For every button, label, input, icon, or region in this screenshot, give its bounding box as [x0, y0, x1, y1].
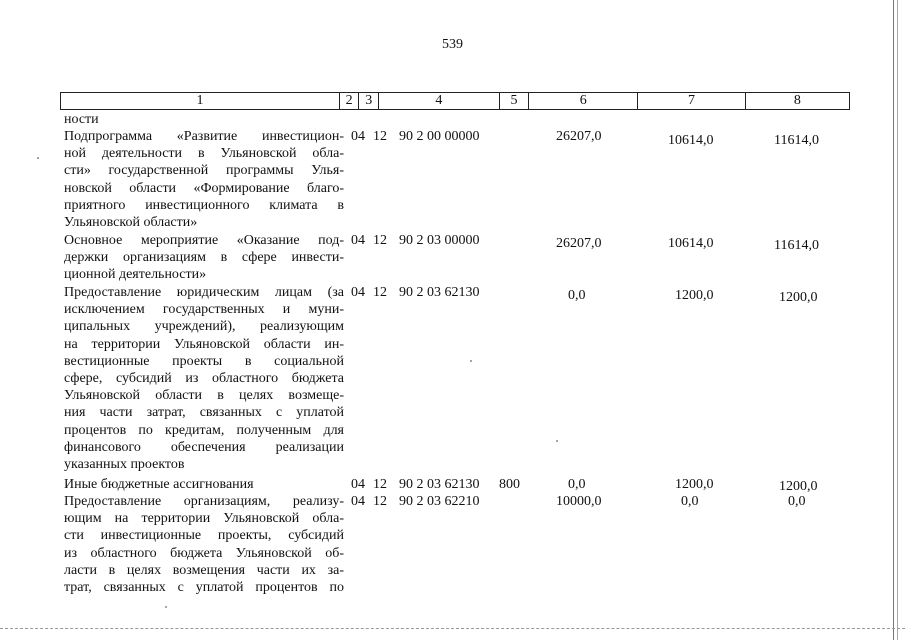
cell-sum-7: 10614,0: [668, 236, 714, 251]
cell-sum-6: 10000,0: [556, 494, 602, 509]
row-description: Подпрограмма «Развитие инвестицион- ной деятельности в Ульяновской обла- сти» государственной программы Улья- новской области «Формирование благо- приятного инвестиционного климата в Ульяновской области»: [64, 129, 344, 230]
cell-csr: 90 2 03 62130: [399, 285, 480, 300]
cell-sum-7: 1200,0: [675, 477, 714, 492]
row-description: ности: [64, 112, 99, 127]
cell-sum-8: 1200,0: [779, 479, 818, 494]
page-edge: [893, 0, 898, 640]
cell-sum-7: 10614,0: [668, 133, 714, 148]
row-description: Основное мероприятие «Оказание под- держки организациям в сфере инвести- ционной деятельности»: [64, 233, 344, 283]
cell-sum-7: 1200,0: [675, 288, 714, 303]
cell-csr: 90 2 03 62210: [399, 494, 480, 509]
cell-vr: 800: [499, 477, 520, 492]
cell-sum-8: 11614,0: [774, 133, 819, 148]
cell-rz: 04: [351, 233, 365, 248]
page-bottom-edge: [0, 628, 905, 629]
page-number: 539: [442, 37, 463, 52]
cell-rz: 04: [351, 129, 365, 144]
row-description: Предоставление организациям, реализу- ющим на территории Ульяновской обла- сти инвестиционные проекты, субсидий из областного бюджета Ульяновской об- ласти в целях возмещения части их за- трат, связанных с уплатой процентов по: [64, 494, 344, 595]
header-col-7: 7: [638, 93, 745, 109]
header-col-6: 6: [529, 93, 638, 109]
scan-speck: [556, 440, 558, 442]
cell-pr: 12: [373, 285, 387, 300]
cell-rz: 04: [351, 477, 365, 492]
scan-speck: [470, 360, 472, 362]
row-description: Предоставление юридическим лицам (за исключением государственных и муни- ципальных учреждений), реализующим на территории Ульяновской области ин- вестиционные проекты в социальной сфере, субсидий из областного бюджета Ульяновской области в целях возмеще- ния части затрат, связанных с уплатой процентов по кредитам, полученным для финансового обеспечения реализации указанных проектов: [64, 285, 344, 472]
row-description: Иные бюджетные ассигнования: [64, 477, 254, 492]
cell-sum-6: 26207,0: [556, 129, 602, 144]
scan-speck: [37, 157, 39, 159]
cell-sum-6: 26207,0: [556, 236, 602, 251]
cell-csr: 90 2 03 62130: [399, 477, 480, 492]
cell-sum-6: 0,0: [568, 288, 586, 303]
header-col-3: 3: [359, 93, 379, 109]
cell-pr: 12: [373, 233, 387, 248]
cell-rz: 04: [351, 285, 365, 300]
scan-speck: [165, 606, 167, 608]
cell-sum-8: 1200,0: [779, 290, 818, 305]
cell-sum-7: 0,0: [681, 494, 699, 509]
cell-rz: 04: [351, 494, 365, 509]
cell-sum-6: 0,0: [568, 477, 586, 492]
cell-csr: 90 2 03 00000: [399, 233, 480, 248]
cell-pr: 12: [373, 494, 387, 509]
header-col-1: 1: [61, 93, 340, 109]
cell-sum-8: 0,0: [788, 494, 806, 509]
cell-csr: 90 2 00 00000: [399, 129, 480, 144]
header-col-2: 2: [340, 93, 360, 109]
cell-pr: 12: [373, 129, 387, 144]
header-col-8: 8: [793, 93, 801, 108]
header-col-4: 4: [379, 93, 500, 109]
table-header: [60, 92, 850, 110]
cell-pr: 12: [373, 477, 387, 492]
cell-sum-8: 11614,0: [774, 238, 819, 253]
header-col-5: 5: [500, 93, 529, 109]
